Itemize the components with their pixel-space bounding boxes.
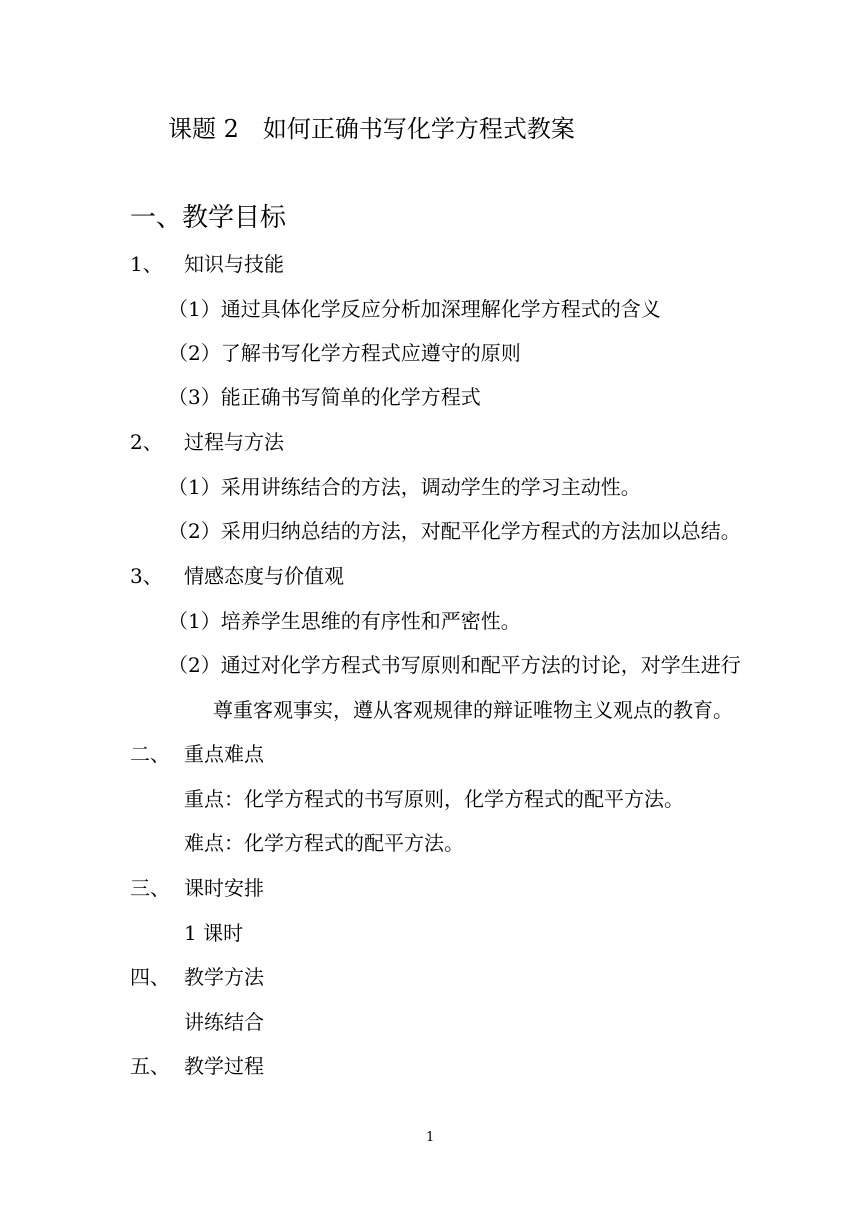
section-heading-objectives: 一、教学目标 (130, 203, 287, 233)
section-label: 课时安排 (184, 876, 264, 900)
section-number: 四、 (130, 965, 170, 989)
subsection-number: 2、 (130, 430, 163, 454)
method-value: 讲练结合 (184, 1010, 264, 1034)
key-point-line: 重点：化学方程式的书写原则，化学方程式的配平方法。 (184, 787, 684, 811)
difficulty-line: 难点：化学方程式的配平方法。 (184, 831, 464, 855)
section-process (130, 1053, 730, 1079)
page-number: 1 (426, 1130, 435, 1145)
list-item: （1）培养学生思维的有序性和严密性。 (168, 609, 521, 633)
subsection-knowledge (130, 251, 730, 277)
section-label: 教学方法 (184, 965, 264, 989)
list-item: （1）采用讲练结合的方法，调动学生的学习主动性。 (168, 475, 641, 499)
subsection-number: 3、 (130, 564, 163, 588)
subsection-process (130, 429, 730, 455)
schedule-value: 1 课时 (184, 921, 244, 945)
section-label: 教学过程 (184, 1054, 264, 1078)
subsection-label: 过程与方法 (184, 430, 284, 454)
section-schedule (130, 875, 730, 901)
list-item: （1）通过具体化学反应分析加深理解化学方程式的含义 (168, 297, 661, 321)
section-number: 三、 (130, 876, 170, 900)
section-number: 二、 (130, 742, 170, 766)
list-item: （3）能正确书写简单的化学方程式 (168, 385, 481, 409)
list-item: （2）通过对化学方程式书写原则和配平方法的讨论，对学生进行 (168, 653, 741, 677)
section-number: 五、 (130, 1054, 170, 1078)
list-item: （2）了解书写化学方程式应遵守的原则 (168, 341, 521, 365)
list-item-continuation: 尊重客观事实，遵从客观规律的辩证唯物主义观点的教育。 (213, 698, 733, 722)
subsection-label: 情感态度与价值观 (184, 564, 344, 588)
section-key-points (130, 741, 730, 767)
section-label: 重点难点 (184, 742, 264, 766)
list-item: （2）采用归纳总结的方法，对配平化学方程式的方法加以总结。 (168, 519, 741, 543)
subsection-label: 知识与技能 (184, 252, 284, 276)
subsection-number: 1、 (130, 252, 163, 276)
document-title: 课题 2 如何正确书写化学方程式教案 (168, 115, 575, 143)
subsection-attitude (130, 563, 730, 589)
section-method (130, 964, 730, 990)
